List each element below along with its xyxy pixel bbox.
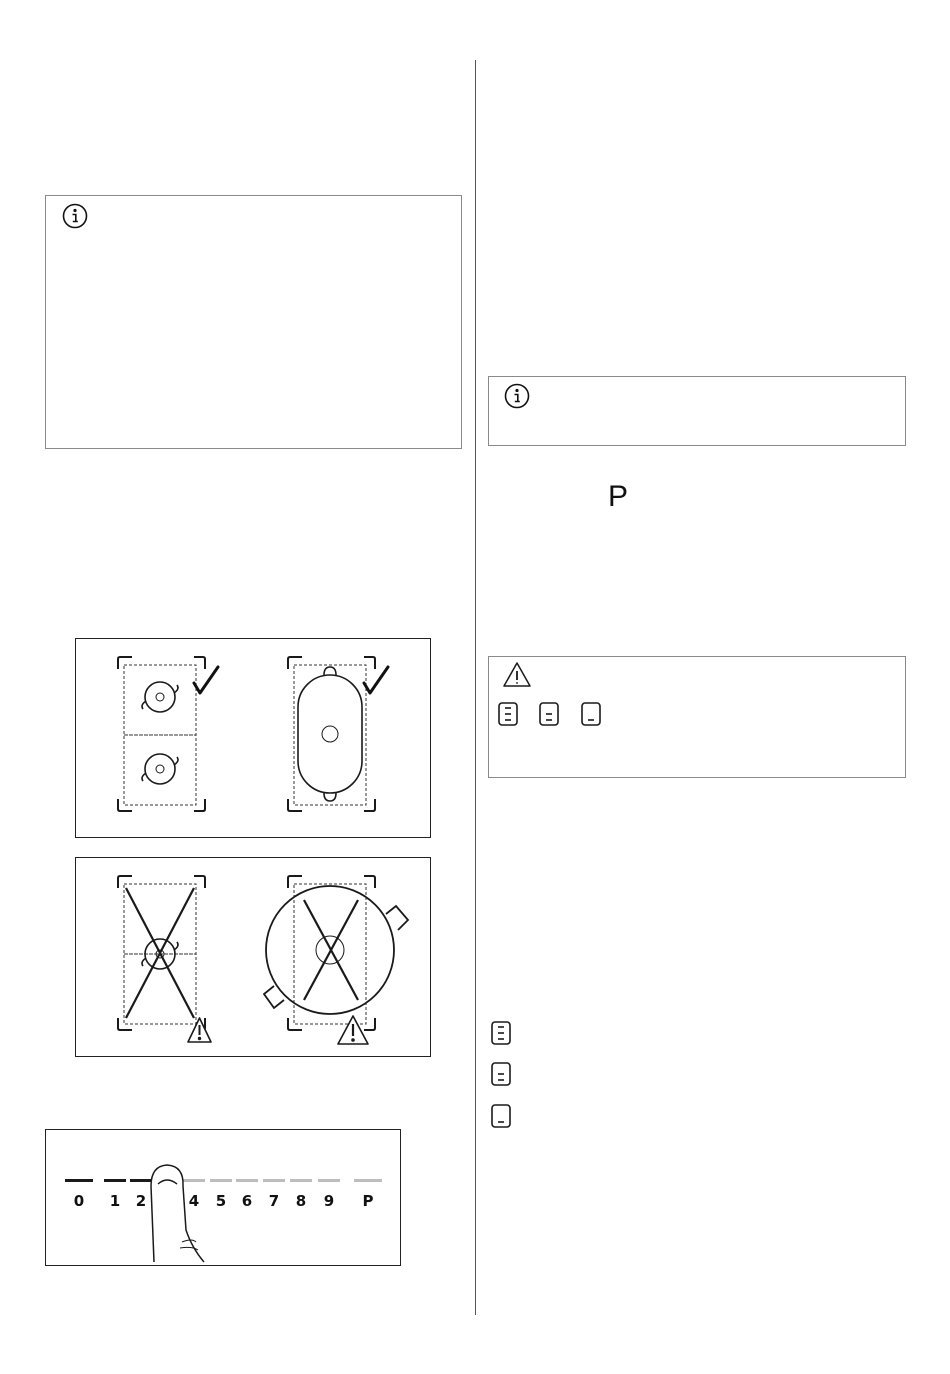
info-circle-icon (502, 381, 532, 411)
column-divider (475, 60, 476, 1315)
incorrect-cookware-figure (75, 857, 431, 1057)
pot-icon (142, 682, 178, 712)
residual-heat-low-icon (580, 701, 602, 727)
power-level-label: 1 (109, 1192, 121, 1210)
power-level-label: 8 (295, 1192, 307, 1210)
correct-cookware-illustration (76, 639, 430, 837)
residual-heat-medium-icon (490, 1061, 512, 1087)
warning-triangle-icon (188, 1018, 211, 1042)
power-level-bar[interactable] (290, 1179, 312, 1182)
residual-heat-high-icon (497, 701, 519, 727)
bridge-zone-left (118, 657, 205, 811)
power-level-bar[interactable] (65, 1179, 93, 1182)
power-level-label: 6 (241, 1192, 253, 1210)
checkmark-icon (364, 667, 388, 693)
pot-icon (142, 754, 178, 784)
warning-note-box (488, 656, 906, 778)
power-level-label: P (362, 1192, 374, 1210)
power-slider-figure (45, 1129, 401, 1266)
residual-heat-low-icon (490, 1103, 512, 1129)
power-level-label: 5 (215, 1192, 227, 1210)
cross-icon (304, 900, 358, 1000)
cooking-zone-dashed-top (124, 665, 196, 735)
warning-triangle-icon (501, 661, 533, 689)
power-level-bar[interactable] (263, 1179, 285, 1182)
power-booster-symbol: P (608, 480, 629, 513)
power-level-bar[interactable] (318, 1179, 340, 1182)
cross-icon (126, 888, 194, 1018)
info-note-box-right (488, 376, 906, 446)
power-level-bar[interactable] (130, 1179, 152, 1182)
large-pan-icon (264, 886, 408, 1014)
power-level-label: 7 (268, 1192, 280, 1210)
checkmark-icon (194, 667, 218, 693)
power-level-label: 2 (135, 1192, 147, 1210)
power-level-bar[interactable] (236, 1179, 258, 1182)
power-level-label: 0 (73, 1192, 85, 1210)
incorrect-cookware-illustration (76, 858, 430, 1056)
power-level-label: 4 (188, 1192, 200, 1210)
warning-triangle-icon (338, 1016, 368, 1044)
power-level-bar[interactable] (354, 1179, 382, 1182)
info-circle-icon (60, 201, 90, 231)
power-level-bar[interactable] (210, 1179, 232, 1182)
power-level-bar[interactable] (104, 1179, 126, 1182)
residual-heat-high-icon (490, 1020, 512, 1046)
residual-heat-medium-icon (538, 701, 560, 727)
oval-pan-icon (298, 667, 362, 801)
cooking-zone-dashed-bottom (124, 735, 196, 805)
power-level-label: 9 (323, 1192, 335, 1210)
power-slider-illustration (46, 1130, 400, 1265)
info-note-box-left (45, 195, 462, 449)
correct-cookware-figure (75, 638, 431, 838)
power-level-bar[interactable] (183, 1179, 205, 1182)
